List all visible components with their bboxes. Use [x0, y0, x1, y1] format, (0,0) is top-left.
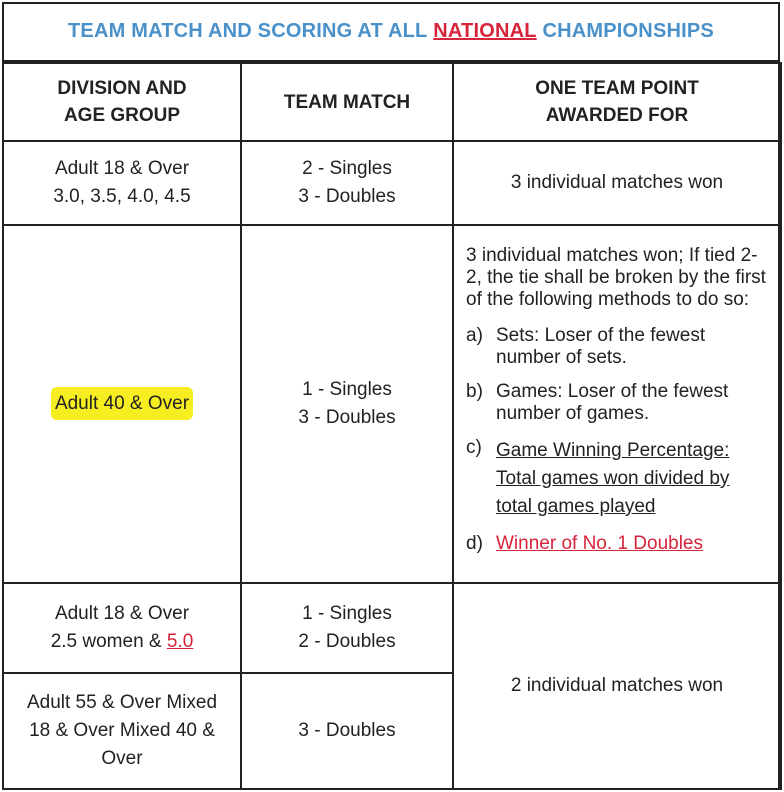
highlighted-division: Adult 40 & Over: [51, 387, 193, 420]
option-c: c) Game Winning Percentage: Total games won divided by total games played: [466, 437, 730, 517]
title-prefix: TEAM MATCH AND SCORING AT ALL: [68, 19, 428, 42]
tiebreak-intro: 3 individual matches won; If tied 2-2, the tie shall be broken by the first of the following methods to do so:: [466, 245, 766, 310]
table-row: [3, 225, 781, 583]
team-match-cell: 2 - Singles 3 - Doubles: [241, 141, 453, 225]
team-match-cell: 3 - Doubles: [241, 673, 453, 789]
header-team-match: TEAM MATCH: [241, 63, 453, 141]
option-d[interactable]: d) Winner of No. 1 Doubles: [466, 533, 770, 555]
team-match-cell: 1 - Singles 3 - Doubles: [241, 225, 453, 583]
winner-doubles-link: Winner of No. 1 Doubles: [496, 533, 703, 554]
header-point: ONE TEAM POINT AWARDED FOR: [453, 63, 781, 141]
division-cell: Adult 55 & Over Mixed 18 & Over Mixed 40 & Over: [3, 673, 241, 789]
team-match-cell: 1 - Singles 2 - Doubles: [241, 583, 453, 673]
division-cell: Adult 18 & Over 3.0, 3.5, 4.0, 4.5: [3, 141, 241, 225]
rating-link[interactable]: 5.0: [166, 631, 194, 652]
header-row: [3, 63, 781, 141]
title-national-link[interactable]: NATIONAL: [433, 19, 537, 42]
page-title: [2, 2, 780, 62]
table-row: [3, 583, 781, 673]
header-division: DIVISION AND AGE GROUP: [3, 63, 241, 141]
option-a: a) Sets: Loser of the fewest number of sets.: [466, 325, 706, 368]
scoring-table: [2, 62, 782, 790]
title-suffix: CHAMPIONSHIPS: [542, 19, 714, 42]
table-row: [3, 141, 781, 225]
point-cell: 2 individual matches won: [453, 583, 781, 789]
point-detail-cell: [453, 225, 781, 583]
division-cell: Adult 18 & Over 2.5 women & 5.0: [3, 583, 241, 673]
option-b: b) Games: Loser of the fewest number of games.: [466, 381, 729, 424]
point-cell: 3 individual matches won: [453, 141, 781, 225]
division-cell: [3, 225, 241, 583]
